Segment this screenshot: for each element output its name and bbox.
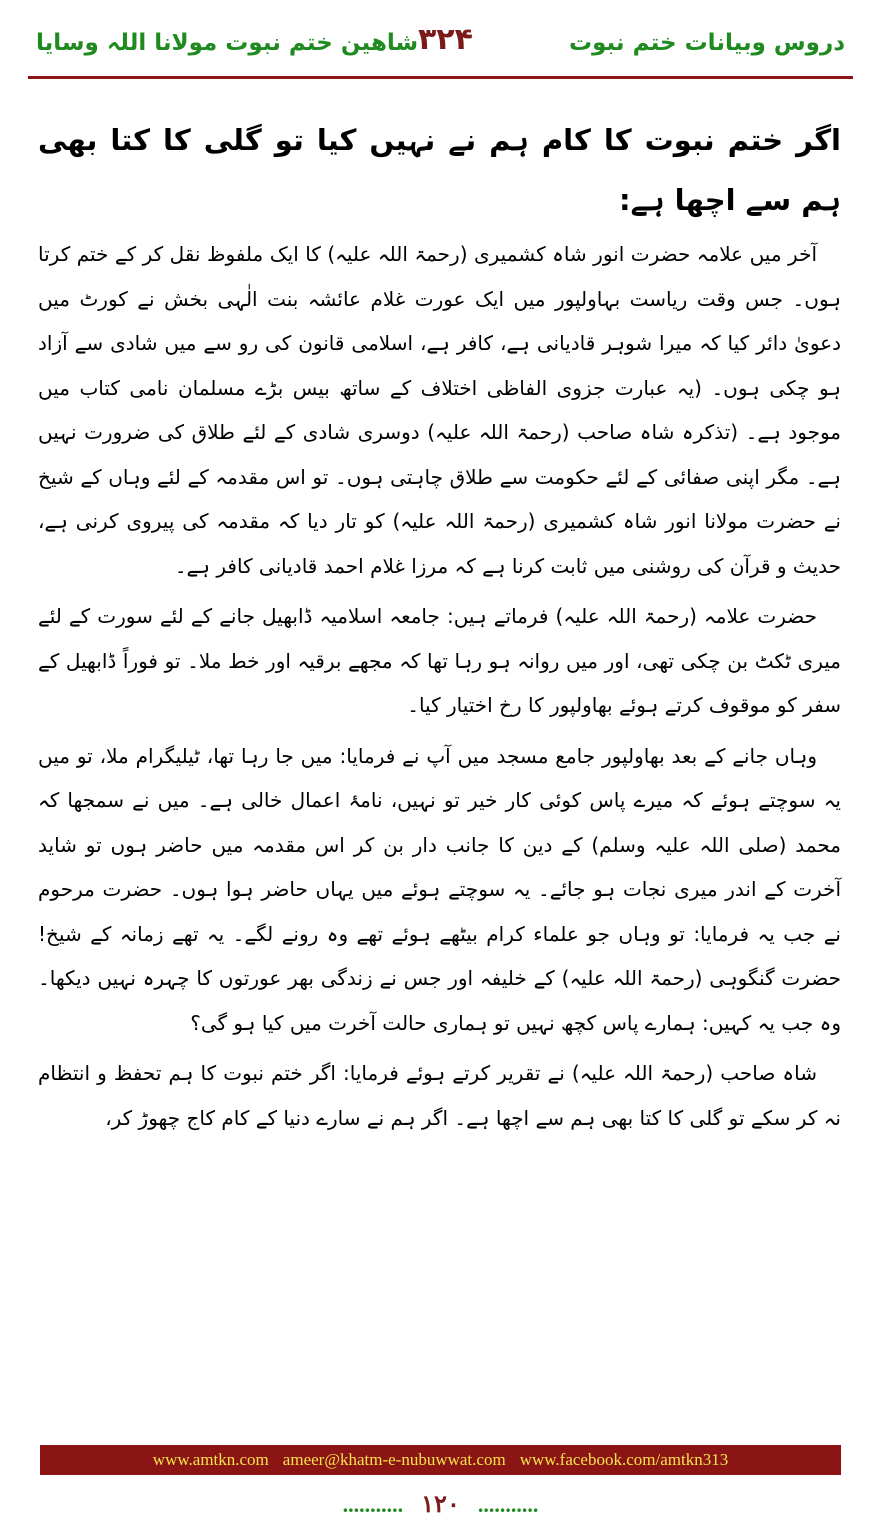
website-link[interactable]: www.amtkn.com (152, 1450, 269, 1469)
footer-links-bar (40, 1445, 841, 1475)
page-number: ۳۲۴ (418, 22, 473, 57)
page-footer (0, 1490, 881, 1519)
author-title: شاھین ختم نبوت مولانا اللہ وسایا (36, 30, 419, 56)
dots-left: ........... (342, 1492, 404, 1517)
section-heading: اگر ختم نبوت کا کام ہم نے نہیں کیا تو گلی کا کتا بھی ہم سے اچھا ہے: (38, 123, 841, 217)
page-header (28, 12, 853, 79)
book-title: دروس وبیانات ختم نبوت (569, 30, 845, 56)
paragraph: وہاں جانے کے بعد بھاولپور جامع مسجد میں آپ نے فرمایا: میں جا رہا تھا، ٹیلیگرام ملا، تو میں یہ سوچتے ہوئے کہ میرے پاس کوئی کار خیر تو نہیں، نامۂ اعمال خالی ہے۔ میں نے سمجھا کہ محمد (صلی اللہ علیہ وسلم) کے دین کا جانب دار بن کر اس مقدمہ میں حاضر ہوں تو شاید آخرت کے اندر میری نجات ہو جائے۔ یہ سوچتے ہوئے میں یہاں حاضر ہوا ہوں۔ حضرت مرحوم نے جب یہ فرمایا: تو وہاں جو علماء کرام بیٹھے ہوئے تھے وہ رونے لگے۔ یہ تھے زمانہ کے شیخ! حضرت گنگوہی (رحمۃ اللہ علیہ) کے خلیفہ اور جس نے زندگی بھر عورتوں کا چہرہ نہیں دیکھا۔ وہ جب یہ کہیں: ہمارے پاس کچھ نہیں تو ہماری حالت آخرت میں کیا ہو گی؟ (38, 743, 841, 1035)
page-body (38, 110, 841, 1146)
paragraph: شاہ صاحب (رحمۃ اللہ علیہ) نے تقریر کرتے ہوئے فرمایا: اگر ختم نبوت کا ہم تحفظ و انتظام نہ کر سکے تو گلی کا کتا بھی ہم سے اچھا ہے۔ اگر ہم نے سارے دنیا کے کام کاج چھوڑ کر، (38, 1061, 841, 1130)
paragraph: حضرت علامہ (رحمۃ اللہ علیہ) فرماتے ہیں: جامعہ اسلامیہ ڈابھیل جانے کے لئے سورت کے لئے میری ٹکٹ بن چکی تھی، اور میں روانہ ہو رہا تھا کہ مجھے برقیہ اور خط ملا۔ تو فوراً ڈابھیل کے سفر کو موقوف کرتے ہوئے بھاولپور کا رخ اختیار کیا۔ (38, 604, 841, 717)
dots-right: ........... (477, 1492, 539, 1517)
paragraph: آخر میں علامہ حضرت انور شاہ کشمیری (رحمۃ اللہ علیہ) کا ایک ملفوظ نقل کر کے ختم کرتا ہوں۔ جس وقت ریاست بہاولپور میں ایک عورت غلام عائشہ بنت الٰہی بخش نے کورٹ میں دعویٰ دائر کیا کہ میرا شوہر قادیانی ہے، کافر ہے، اسلامی قانون کی رو سے میں شادی سے آزاد ہو چکی ہوں۔ (یہ عبارت جزوی الفاظی اختلاف کے ساتھ بیس بڑے مسلمان نامی کتاب میں موجود ہے۔ (تذکرہ شاہ صاحب (رحمۃ اللہ علیہ) دوسری شادی کے لئے طلاق کی ضرورت نہیں ہے۔ مگر اپنی صفائی کے لئے حکومت سے طلاق چاہتی ہوں۔ تو اس مقدمہ کے لئے وہاں کے شیخ نے حضرت مولانا انور شاہ کشمیری (رحمۃ اللہ علیہ) کو تار دیا کہ مقدمہ کی پیروی کرنی ہے، حدیث و قرآن کی روشنی میں ثابت کرنا ہے کہ مرزا غلام احمد قادیانی کافر ہے۔ (38, 242, 841, 578)
email-link[interactable]: ameer@khatm-e-nubuwwat.com (282, 1450, 506, 1469)
sheet-number: ۱۲۰ (421, 1492, 460, 1518)
facebook-link[interactable]: www.facebook.com/amtkn313 (519, 1450, 729, 1469)
